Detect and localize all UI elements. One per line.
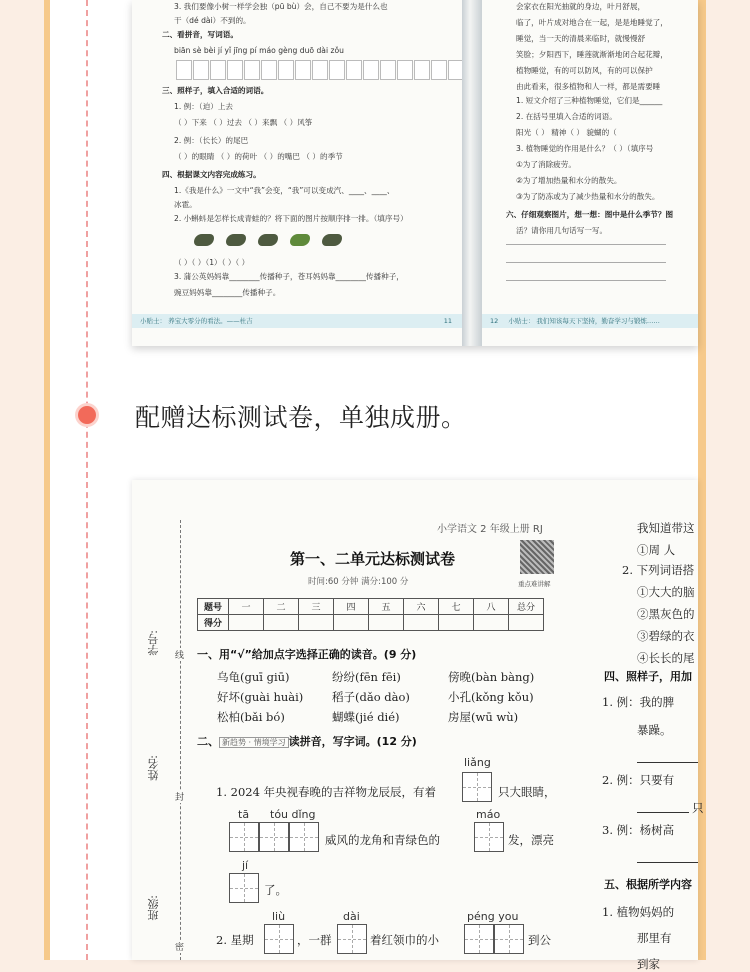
tianzige-box (464, 924, 524, 954)
left-stripe (44, 0, 50, 960)
score-table-value-cell (474, 615, 509, 631)
workbook-text-line: 豌豆妈妈靠________传播种子。 (174, 288, 281, 297)
section-2-tag: 新趋势 · 情境学习 (219, 737, 289, 748)
section-4-item: 暴躁。 (637, 723, 672, 737)
answer-line (637, 812, 689, 813)
binding-seal-char: 封 (175, 790, 184, 803)
question-1-text: 1. 2024 年央视春晚的吉祥物龙辰辰，有着 (216, 785, 437, 799)
timeline-dot-icon (78, 406, 96, 424)
qr-code-icon (520, 540, 554, 574)
workbook-text-line: 冰雹。 (174, 200, 197, 209)
workbook-text-line: 临了，叶片成对地合在一起，是是地睡觉了， (516, 18, 668, 27)
workbook-text-line: 六、仔细观察图片，想一想：图中是什么季节？图 (506, 210, 674, 219)
workbook-spread-photo (132, 0, 698, 346)
pinyin-hint: máo (476, 808, 501, 821)
workbook-text-line: 植物睡觉，有的可以防风，有的可以保护 (516, 66, 653, 75)
right-page-footer (482, 314, 698, 328)
question-1-line2: 威风的龙角和青绿色的 (325, 833, 440, 847)
reading-choice-item: 房屋(wū wù) (448, 710, 519, 724)
tadpole-stage-icon (194, 234, 214, 246)
right-stripe (698, 0, 706, 960)
reading-choice-item: 好坏(guài huài) (217, 690, 304, 704)
score-table-header-cell: 题号 (198, 599, 229, 615)
score-table-header-cell: 五 (369, 599, 404, 615)
section-4-item: 3. 例：杨树高 (602, 823, 675, 837)
workbook-text-line: （ ）（ ）（1）（ ）（ ） (174, 258, 250, 267)
qr-caption: 重点难讲解 (518, 580, 551, 588)
tianzige-box (264, 924, 294, 954)
workbook-text-line: （ ）下来 （ ）过去 （ ）来飘 （ ）风筝 (174, 118, 313, 127)
tadpole-sequence-images (194, 234, 342, 246)
question-1-tail: 只大眼睛， (498, 785, 556, 799)
score-table-value-cell (299, 615, 334, 631)
book-gutter (462, 0, 482, 346)
section-2-title: 读拼音，写字词。(12 分) (288, 735, 417, 748)
workbook-text-line: 二、看拼音，写词语。 (162, 30, 238, 39)
score-table-value-cell (439, 615, 474, 631)
answer-line (506, 262, 666, 263)
time-and-score: 时间:60 分钟 满分:100 分 (308, 577, 409, 587)
workbook-text-line: biān sè bèi jí yǐ jīng pí máo gèng duō dài zǒu (174, 46, 344, 55)
section-4-small: 只 (692, 801, 704, 815)
pinyin-writing-grid (176, 60, 465, 80)
workbook-text-line: 3. 蒲公英妈妈靠________传播种子，苍耳妈妈靠________传播种子， (174, 272, 404, 281)
next-page-text-line: 2. 下列词语搭 (622, 563, 695, 577)
pinyin-hint: tā (238, 808, 250, 821)
score-table-header-cell: 三 (299, 599, 334, 615)
score-table-value-cell (229, 615, 264, 631)
workbook-text-line: 活？请你用几句话写一写。 (516, 226, 608, 235)
question-1-line2-tail: 发，漂亮 (508, 833, 554, 847)
workbook-text-line: 2. 例：（长长）的尾巴 (174, 136, 249, 145)
workbook-left-page (132, 0, 463, 346)
pinyin-hint: dài (343, 910, 360, 923)
tadpole-stage-icon (322, 234, 342, 246)
score-table (197, 598, 544, 631)
left-footer-text: 小贴士： 养宝大零分的看法。——杜吉 (140, 317, 253, 325)
workbook-text-line: 1.《我是什么》一文中“我”会变，“我”可以变成汽、____、____、 (174, 186, 395, 195)
workbook-text-line: 3. 我们要像小树一样学会独（pū bù）会，自己不要为是什么也 (174, 2, 388, 11)
workbook-text-line: 笑脸；夕阳西下，睡莲就渐渐地闭合起花瓣， (516, 50, 668, 59)
question-2-mid1: ，一群 (297, 933, 332, 947)
answer-line (637, 862, 698, 863)
workbook-right-page (482, 0, 698, 346)
section-5-heading: 五、根据所学内容 (604, 878, 692, 891)
score-table-header-cell: 二 (264, 599, 299, 615)
paper-meta: 小学语文 2 年级上册 RJ (437, 524, 543, 535)
class-label: 班级: (147, 895, 160, 921)
section-5-item: 那里有 (637, 931, 672, 945)
section-5-item: 1. 植物妈妈的 (602, 905, 675, 919)
score-table-value-cell (404, 615, 439, 631)
section-5-item: 到家 (637, 957, 660, 971)
section-4-heading: 四、照样子，用加 (604, 670, 692, 683)
tianzige-box (229, 822, 319, 852)
reading-choice-item: 松柏(bǎi bó) (217, 710, 285, 724)
next-page-text-line: ④长长的尾 (637, 651, 695, 665)
score-table-header-cell: 四 (334, 599, 369, 615)
right-page-number: 12 (490, 317, 499, 325)
score-table-value-cell (369, 615, 404, 631)
score-table-header-cell: 一 (229, 599, 264, 615)
answer-line (506, 244, 666, 245)
next-page-text-line: ②黑灰色的 (637, 607, 695, 621)
binding-mi-char: 密 (175, 940, 184, 953)
pinyin-hint: péng you (467, 910, 519, 923)
score-table-header-cell: 六 (404, 599, 439, 615)
tadpole-stage-icon (258, 234, 278, 246)
timeline-dashed-line (86, 0, 88, 960)
answer-line (637, 762, 698, 763)
binding-dashed-line (180, 520, 181, 960)
score-table-header-cell: 七 (439, 599, 474, 615)
score-table-value-cell (264, 615, 299, 631)
reading-choice-item: 傍晚(bàn bàng) (448, 670, 535, 684)
section-4-item: 2. 例：只要有 (602, 773, 675, 787)
question-2-text: 2. 星期 (216, 933, 254, 947)
section-4-item: 1. 例：我的脾 (602, 695, 675, 709)
workbook-text-line: ②为了增加热量和水分的散失。 (516, 176, 622, 185)
question-1-line3-tail: 了。 (264, 883, 287, 897)
paper-title: 第一、二单元达标测试卷 (290, 550, 456, 568)
score-table-header-cell: 八 (474, 599, 509, 615)
pinyin-hint: liù (272, 910, 286, 923)
right-footer-text: 小贴士： 我们知该每天下坚持，勤奋学习与锻炼…… (508, 317, 660, 325)
answer-line (506, 280, 666, 281)
workbook-text-line: 3. 植物睡觉的作用是什么？（ ）（填序号 (516, 144, 654, 153)
student-name-label: 姓名: (147, 755, 160, 781)
section-2-prefix: 二、 (197, 735, 219, 748)
workbook-text-line: 四、根据课文内容完成练习。 (162, 170, 261, 179)
tianzige-box (462, 772, 492, 802)
pinyin-hint: jí (242, 859, 249, 872)
tianzige-box (474, 822, 504, 852)
workbook-text-line: 2. 在括号里填入合适的词语。 (516, 112, 617, 121)
score-table-value-cell (509, 615, 544, 631)
student-number-label: 学号: (147, 630, 160, 656)
tianzige-box (337, 924, 367, 954)
score-table-value-cell: 得分 (198, 615, 229, 631)
reading-choice-item: 小孔(kǒng kǒu) (448, 690, 534, 704)
question-2-mid2: 着红领巾的小 (370, 933, 439, 947)
question-2-tail: 到公 (528, 933, 551, 947)
binding-line-char: 线 (175, 648, 184, 661)
next-page-text-line: ①周 人 (637, 543, 676, 557)
workbook-text-line: 干（dé dài）不到的。 (174, 16, 251, 25)
next-page-text-line: ③碧绿的衣 (637, 629, 695, 643)
score-table-value-cell (334, 615, 369, 631)
next-page-text-line: 我知道带这 (637, 521, 695, 535)
workbook-text-line: （ ）的眼睛 （ ）的荷叶 （ ）的嘴巴 （ ）的季节 (174, 152, 343, 161)
workbook-text-line: 1. 例：（迫）上去 (174, 102, 234, 111)
workbook-text-line: 由此看来，很多植物和人一样，都是需要睡 (516, 82, 661, 91)
workbook-text-line: 会家衣在阳光抽就的身边，叶月舒展， (516, 2, 646, 11)
score-table-header-cell: 总分 (509, 599, 544, 615)
workbook-text-line: 2. 小蝌蚪是怎样长成青蛙的？将下面的图片按顺序排一排。（填序号） (174, 214, 408, 223)
workbook-text-line: 睡觉，当一天的清晨来临时，就慢慢舒 (516, 34, 646, 43)
test-paper-photo (132, 480, 704, 971)
tianzige-box (229, 873, 259, 903)
workbook-text-line: 三、照样子，填入合适的词语。 (162, 86, 269, 95)
pinyin-hint: tóu dǐng (270, 808, 316, 821)
section-1-heading: 一、用“√”给加点字选择正确的读音。(9 分) (197, 648, 417, 661)
reading-choice-item: 乌龟(guī giū) (217, 670, 290, 684)
reading-choice-item: 蝴蝶(jié dié) (332, 710, 400, 724)
workbook-text-line: ③为了防冻或为了减少热量和水分的散失。 (516, 192, 660, 201)
section-2-heading (197, 733, 417, 749)
left-page-number: 11 (443, 317, 452, 325)
workbook-text-line: 阳光（ ） 精神（ ） 貌蝴的（ (516, 128, 617, 137)
workbook-text-line: ①为了消除疲劳。 (516, 160, 576, 169)
next-page-text-line: ①大大的脑 (637, 585, 695, 599)
workbook-text-line: 1. 短文介绍了三种植物睡觉，它们是______ (516, 96, 663, 105)
tadpole-stage-icon (226, 234, 246, 246)
reading-choice-item: 纷纷(fēn fēi) (332, 670, 401, 684)
section-caption: 配赠达标测试卷，单独成册。 (135, 403, 467, 432)
left-page-footer (132, 314, 462, 328)
pinyin-hint: liǎng (464, 756, 491, 769)
frog-stage-icon (290, 234, 310, 246)
reading-choice-item: 稻子(dǎo dào) (332, 690, 410, 704)
